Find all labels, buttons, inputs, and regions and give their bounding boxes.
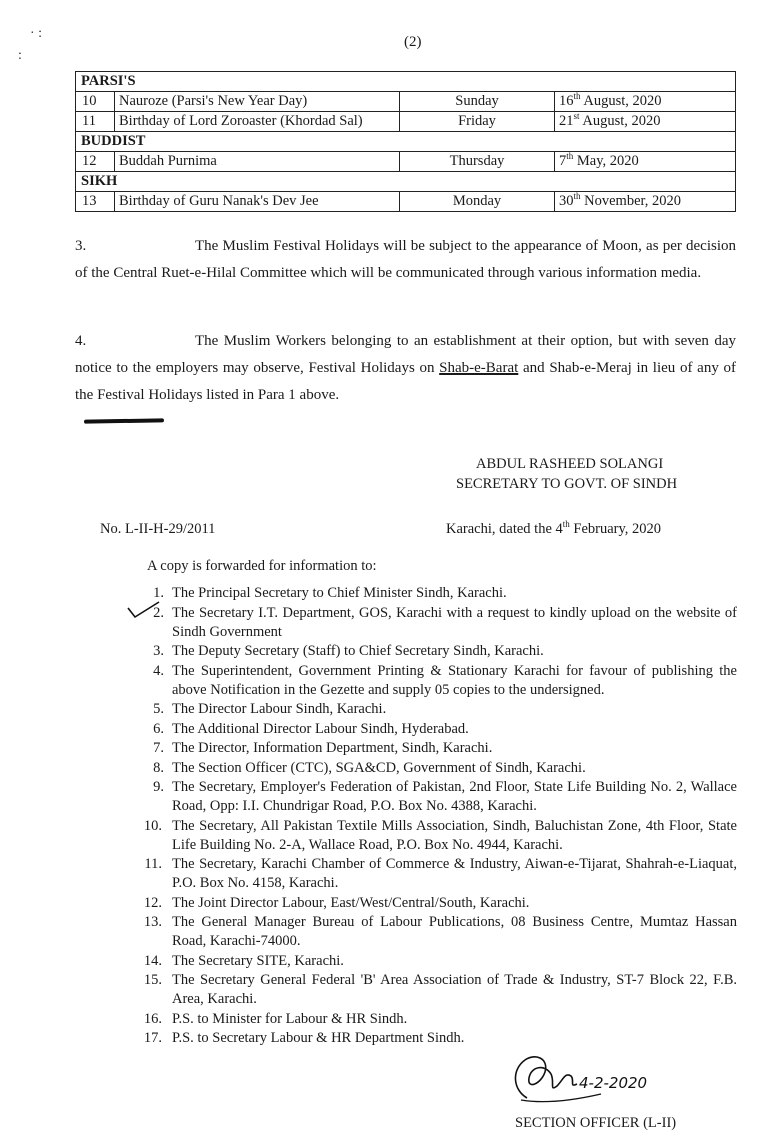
list-item-number: 2. bbox=[153, 604, 164, 621]
list-item-number: 10. bbox=[143, 817, 162, 834]
list-item-text: The Secretary, All Pakistan Textile Mills Association, Sindh, Baluchistan Zone, 4th Floor, State Life Building No. 2-A, Wallace Road, P.O. Box No. 4944, Karachi. bbox=[172, 817, 737, 853]
list-item-text: The Secretary, Employer's Federation of Pakistan, 2nd Floor, State Life Building No. 2, Wallace Road, Opp: I.I. Chundrigar Road, P.O. Box No. 4388, Karachi. bbox=[172, 779, 737, 814]
list-item bbox=[144, 700, 737, 719]
list-item-number: 1. bbox=[153, 585, 164, 601]
list-item-number: 9. bbox=[153, 779, 164, 795]
list-item-number: 5. bbox=[153, 701, 164, 717]
table-row: 11 Birthday of Lord Zoroaster (Khordad Sal) Friday 21st August, 2020 bbox=[76, 112, 736, 132]
list-item-number: 17. bbox=[143, 1030, 162, 1046]
list-item bbox=[144, 604, 737, 642]
list-item-text: The Principal Secretary to Chief Minister Sindh, Karachi. bbox=[172, 585, 507, 601]
section-header-parsi: PARSI'S bbox=[76, 72, 736, 92]
list-item-text: The Deputy Secretary (Staff) to Chief Secretary Sindh, Karachi. bbox=[172, 643, 544, 659]
list-item bbox=[144, 778, 737, 816]
recipient-list bbox=[144, 584, 737, 1049]
signatory-name: ABDUL RASHEED SOLANGI bbox=[476, 456, 664, 472]
list-item-text: The Additional Director Labour Sindh, Hyderabad. bbox=[172, 720, 469, 737]
signatory-title: SECRETARY TO GOVT. OF SINDH bbox=[456, 476, 678, 492]
table-row: 10 Nauroze (Parsi's New Year Day) Sunday 16th August, 2020 bbox=[76, 92, 736, 112]
holiday-table bbox=[75, 71, 736, 212]
paragraph-4: 4. The Muslim Workers belonging to an establishment at their option, but with seven day notice to the employers may observe, Festival Holidays on Shab-e-Barat and Shab-e-Meraj in lieu of any of the Festival Holidays listed in Para 1 above. bbox=[75, 333, 736, 403]
handwritten-signature bbox=[505, 1050, 715, 1110]
list-item bbox=[144, 971, 737, 1009]
list-item-number: 13. bbox=[143, 914, 162, 930]
list-item-number: 14. bbox=[143, 952, 162, 969]
list-item-number: 15. bbox=[143, 972, 162, 988]
scan-speck: : bbox=[18, 48, 22, 63]
list-item-number: 16. bbox=[143, 1010, 162, 1027]
list-item bbox=[144, 894, 737, 913]
copy-intro: A copy is forwarded for information to: bbox=[147, 558, 377, 574]
list-item-number: 12. bbox=[143, 894, 162, 911]
table-row: 13 Birthday of Guru Nanak's Dev Jee Monday 30th November, 2020 bbox=[76, 192, 736, 212]
list-item-number: 4. bbox=[153, 662, 164, 679]
list-item-text: The Secretary SITE, Karachi. bbox=[172, 952, 344, 969]
list-item bbox=[144, 642, 737, 661]
list-item bbox=[144, 720, 737, 739]
list-item bbox=[144, 759, 737, 778]
list-item-number: 7. bbox=[153, 740, 164, 756]
list-item-text: The Superintendent, Government Printing & Stationary Karachi for favour of publishing the above Notification in the Gezette and supply 05 copies to the undersigned. bbox=[172, 662, 737, 698]
place-date: Karachi, dated the 4th February, 2020 bbox=[446, 519, 662, 537]
list-item-text: P.S. to Minister for Labour & HR Sindh. bbox=[172, 1010, 408, 1027]
list-item bbox=[144, 913, 737, 951]
paragraph-3: 3. The Muslim Festival Holidays will be subject to the appearance of Moon, as per decision of the Central Ruet-e-Hilal Committee which will be communicated through various information media. bbox=[75, 238, 736, 281]
reference-number: No. L-II-H-29/2011 bbox=[100, 521, 216, 537]
list-item bbox=[144, 817, 737, 855]
section-header-buddist: BUDDIST bbox=[76, 132, 736, 152]
list-item-text: The Secretary I.T. Department, GOS, Karachi with a request to kindly upload on the website of Sindh Government bbox=[172, 604, 737, 640]
list-item-number: 6. bbox=[153, 720, 164, 737]
list-item-text: The Director, Information Department, Sindh, Karachi. bbox=[172, 740, 493, 756]
list-item bbox=[144, 662, 737, 700]
page-number: (2) bbox=[404, 34, 422, 50]
list-item bbox=[144, 952, 737, 971]
list-item bbox=[144, 855, 737, 893]
list-item-text: The Section Officer (CTC), SGA&CD, Government of Sindh, Karachi. bbox=[172, 759, 586, 776]
signatory-block bbox=[456, 454, 678, 494]
svg-text:4-2-2020: 4-2-2020 bbox=[579, 1074, 648, 1092]
list-item-text: The Joint Director Labour, East/West/Central/South, Karachi. bbox=[172, 894, 530, 911]
list-item bbox=[144, 1029, 737, 1048]
list-item-text: The General Manager Bureau of Labour Publications, 08 Business Centre, Mumtaz Hassan Road, Karachi-74000. bbox=[172, 914, 737, 949]
list-item-text: The Secretary General Federal 'B' Area Association of Trade & Industry, ST-7 Block 22, F.B. Area, Karachi. bbox=[172, 972, 737, 1007]
section-officer-title: SECTION OFFICER (L-II) bbox=[515, 1115, 677, 1131]
list-item-number: 11. bbox=[144, 856, 162, 872]
list-item bbox=[144, 1010, 737, 1029]
list-item bbox=[144, 584, 737, 603]
list-item-text: P.S. to Secretary Labour & HR Department Sindh. bbox=[172, 1030, 465, 1046]
list-item-text: The Director Labour Sindh, Karachi. bbox=[172, 701, 387, 717]
list-item bbox=[144, 739, 737, 758]
section-header-sikh: SIKH bbox=[76, 172, 736, 192]
table-row: 12 Buddah Purnima Thursday 7th May, 2020 bbox=[76, 152, 736, 172]
list-item-text: The Secretary, Karachi Chamber of Commerce & Industry, Aiwan-e-Tijarat, Shahrah-e-Liaquat, P.O. Box No. 4158, Karachi. bbox=[172, 856, 737, 891]
list-item-number: 8. bbox=[153, 759, 164, 776]
list-item-number: 3. bbox=[153, 643, 164, 659]
scan-speck: · : bbox=[30, 26, 43, 41]
pen-stroke bbox=[84, 418, 164, 423]
